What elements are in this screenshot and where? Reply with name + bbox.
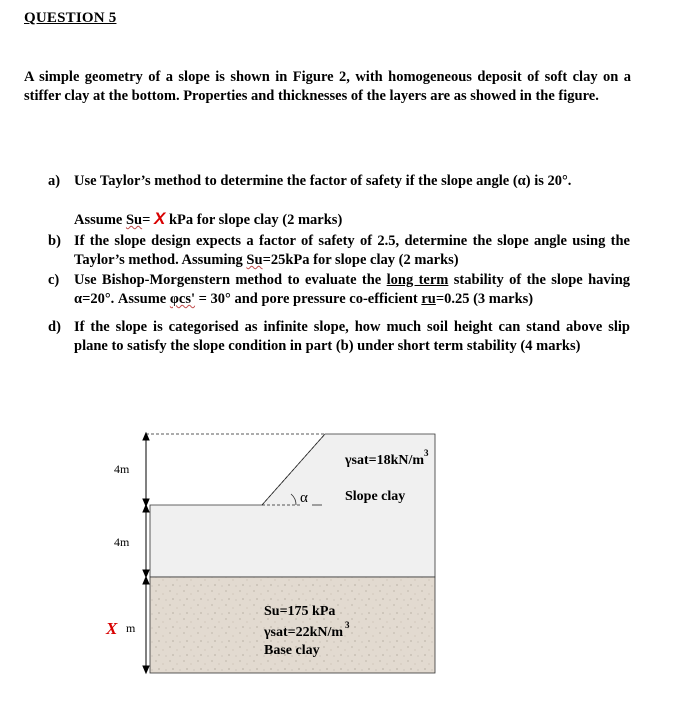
question-title: QUESTION 5 bbox=[24, 10, 117, 26]
part-a-assume: Assume bbox=[74, 212, 123, 228]
dim-bottom-unit: m bbox=[126, 621, 136, 635]
part-b-su-symbol: Su bbox=[246, 252, 263, 268]
part-c-ru-symbol: ru bbox=[421, 291, 436, 307]
dimension-line-middle bbox=[143, 505, 149, 577]
part-c-long-term: long term bbox=[386, 272, 449, 288]
base-su-label: Su=175 kPa bbox=[264, 604, 336, 619]
dimension-line-bottom bbox=[143, 577, 149, 673]
part-a-unit: kPa for slope clay (2 marks) bbox=[168, 212, 343, 228]
slope-clay-label: Slope clay bbox=[345, 489, 406, 504]
part-d-text: If the slope is categorised as infinite slope, how much soil height can stand above slip plane to satisfy the slope condition in part (b) under short term stability (4 marks) bbox=[74, 319, 630, 354]
dimension-line-top bbox=[143, 433, 149, 506]
alpha-label: α bbox=[300, 490, 308, 506]
part-a-x-symbol: X bbox=[154, 209, 166, 228]
part-d-label: d) bbox=[48, 319, 61, 335]
base-clay-label: Base clay bbox=[264, 643, 320, 658]
dim-bottom-x: X bbox=[106, 619, 118, 638]
part-c-label: c) bbox=[48, 272, 60, 288]
dim-top-label: 4m bbox=[114, 462, 130, 476]
part-b-text-post: =25kPa for slope clay (2 marks) bbox=[262, 252, 459, 268]
base-gamma-label: γsat=22kN/m bbox=[264, 625, 344, 640]
part-c-text-pre: Use Bishop-Morgenstern method to evaluate the bbox=[74, 272, 382, 288]
intro-paragraph: A simple geometry of a slope is shown in Figure 2, with homogeneous deposit of soft clay on a stiffer clay at the bottom. Properties and thicknesses of the layers are as showed in the figure. bbox=[24, 69, 631, 104]
part-c-text-post: =0.25 (3 marks) bbox=[435, 291, 534, 307]
part-a-label: a) bbox=[48, 173, 61, 189]
part-b-text-pre: If the slope design expects a factor of safety of 2.5, determine the slope angle using the Taylor’s method. Assuming bbox=[74, 233, 630, 268]
part-c-text-mid: stability of the slope having α=20°. Assume bbox=[74, 272, 631, 307]
dim-middle-label: 4m bbox=[114, 535, 130, 549]
part-a-eq: = bbox=[142, 212, 151, 228]
part-a-line1: Use Taylor’s method to determine the factor of safety if the slope angle (α) is 20°. bbox=[74, 173, 572, 189]
base-gamma-exp: 3 bbox=[345, 620, 350, 630]
slope-gamma-exp: 3 bbox=[424, 448, 429, 458]
slope-gamma-label: γsat=18kN/m bbox=[345, 453, 425, 468]
part-a-su-symbol: Su bbox=[125, 212, 143, 228]
part-c-text-mid2: = 30° and pore pressure co-efficient bbox=[198, 291, 418, 307]
part-c-phi-symbol: φcs' bbox=[169, 291, 196, 307]
part-b-label: b) bbox=[48, 233, 61, 249]
